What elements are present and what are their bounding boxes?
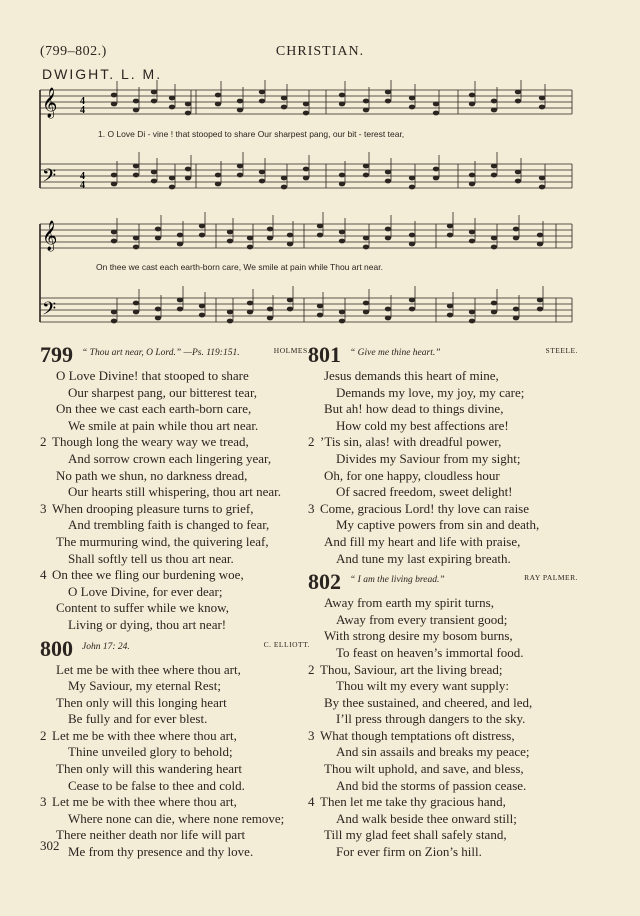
- verse-line: [308, 484, 578, 501]
- verse-number: 4: [40, 567, 47, 583]
- svg-text:4: 4: [80, 171, 85, 182]
- lyrics-line-1: 1. O Love Di - vine ! that stooped to share Our sharpest pang, our bit - terest tear,: [98, 129, 405, 139]
- verse-line: [308, 711, 578, 728]
- verse-text: Let me be with thee where thou art,: [56, 661, 241, 677]
- verse-line: [40, 451, 310, 468]
- bass-clef-icon: 𝄢: [42, 165, 57, 190]
- verse-line: [40, 434, 310, 451]
- verse-line: [40, 695, 310, 712]
- verse-text: Divides my Saviour from my sight;: [336, 450, 521, 466]
- music-score: [36, 80, 576, 336]
- verse-line: [308, 451, 578, 468]
- verse-text: To feast on heaven’s immortal food.: [336, 644, 524, 660]
- verse-line: [308, 418, 578, 435]
- verse-text: Thou wilt uphold, and save, and bless,: [324, 761, 524, 777]
- verse-text: My Saviour, my eternal Rest;: [68, 678, 221, 694]
- verse-line: [40, 728, 310, 745]
- verse-line: [40, 844, 310, 861]
- bass-clef-icon: 𝄢: [42, 298, 57, 323]
- hymn-header: [308, 569, 578, 595]
- verse-line: [40, 501, 310, 518]
- verse-line: [308, 778, 578, 795]
- verse-text: Then only will this longing heart: [56, 694, 227, 710]
- verse-text: Thou wilt my every want supply:: [336, 678, 509, 694]
- verse-text: And walk beside thee onward still;: [336, 810, 517, 826]
- verse-text: Till my glad feet shall safely stand,: [324, 827, 507, 843]
- verse-line: [308, 761, 578, 778]
- verse-line: [308, 534, 578, 551]
- verse-text: Me from thy presence and thy love.: [68, 844, 254, 860]
- verse-number: 2: [40, 727, 47, 743]
- verse-number: 2: [40, 434, 47, 450]
- verse-line: [40, 418, 310, 435]
- page-number: 302: [40, 838, 60, 853]
- verse-text: By thee sustained, and cheered, and led,: [324, 694, 533, 710]
- hymn-subtitle: “ I am the living bread.”: [350, 575, 445, 586]
- verse-text: Thou, Saviour, art the living bread;: [320, 661, 503, 677]
- verse-text: Shall softly tell us thou art near.: [68, 550, 234, 566]
- verse-text: No path we shun, no darkness dread,: [56, 467, 248, 483]
- verse-text: Come, gracious Lord! thy love can raise: [320, 500, 530, 516]
- verse-line: [308, 551, 578, 568]
- hymn-802: [308, 569, 578, 861]
- verse-line: [308, 517, 578, 534]
- verse-text: We smile at pain while thou art near.: [68, 417, 259, 433]
- verse-line: [40, 794, 310, 811]
- verse-text: And fill my heart and life with praise,: [324, 533, 521, 549]
- treble-clef-icon: 𝄞: [42, 221, 58, 250]
- verse-line: [40, 517, 310, 534]
- svg-text:4: 4: [80, 96, 85, 107]
- verse-line: [40, 744, 310, 761]
- verse-number: 4: [308, 794, 315, 810]
- verse-line: [308, 385, 578, 402]
- verse-line: [308, 368, 578, 385]
- verse-text: Let me be with thee where thou art,: [52, 727, 237, 743]
- verse-line: [308, 434, 578, 451]
- hymn-header: [40, 342, 310, 368]
- verse-line: [308, 612, 578, 629]
- hymn-subtitle: “ Give me thine heart.”: [350, 348, 441, 358]
- verse-line: [40, 468, 310, 485]
- hymn-author: C. ELLIOTT.: [263, 639, 310, 649]
- verse-line: [308, 662, 578, 679]
- verse-line: [308, 678, 578, 695]
- verse-line: [308, 595, 578, 612]
- music-notes: [111, 80, 545, 323]
- section-title: CHRISTIAN.: [275, 44, 365, 59]
- hymn-number: 801: [308, 342, 341, 367]
- verse-line: [40, 534, 310, 551]
- verse-text: And bid the storms of passion cease.: [336, 777, 527, 793]
- verse-line: [308, 628, 578, 645]
- verse-text: Away from every transient good;: [336, 611, 508, 627]
- verse-text: But ah! how dead to things divine,: [324, 401, 504, 417]
- hymn-number: 799: [40, 342, 73, 367]
- hymn-header: [40, 636, 310, 662]
- hymn-author: RAY PALMER.: [524, 573, 578, 583]
- verse-text: What though temptations oft distress,: [320, 727, 515, 743]
- verse-line: [308, 468, 578, 485]
- treble-clef-icon: 𝄞: [42, 88, 58, 117]
- verse-text: Content to suffer while we know,: [56, 600, 229, 616]
- verse-number: 3: [308, 727, 315, 743]
- hymn-author: STEELE.: [545, 346, 578, 355]
- verse-line: [40, 401, 310, 418]
- verse-text: Oh, for one happy, cloudless hour: [324, 467, 500, 483]
- verse-text: Jesus demands this heart of mine,: [324, 368, 499, 383]
- verse-text: O Love Divine, for ever dear;: [68, 583, 223, 599]
- verse-line: [40, 484, 310, 501]
- hymn-799: [40, 342, 310, 634]
- verse-line: [308, 744, 578, 761]
- verse-line: [308, 645, 578, 662]
- staff-lines: [40, 90, 572, 322]
- verse-line: [40, 778, 310, 795]
- verse-text: ’Tis sin, alas! with dreadful power,: [320, 434, 502, 450]
- hymn-subtitle: John 17: 24.: [82, 641, 130, 652]
- verse-text: Let me be with thee where thou art,: [52, 794, 237, 810]
- verse-text: On thee we fling our burdening woe,: [52, 567, 244, 583]
- verse-text: Then only will this wandering heart: [56, 761, 242, 777]
- verse-number: 3: [308, 500, 315, 516]
- verse-line: [40, 811, 310, 828]
- verse-line: [308, 811, 578, 828]
- verse-text: Cease to be false to thee and cold.: [68, 777, 245, 793]
- verse-text: On thee we cast each earth-born care,: [56, 401, 252, 417]
- verse-text: With strong desire my bosom burns,: [324, 628, 513, 644]
- verse-text: And sin assails and breaks my peace;: [336, 744, 530, 760]
- svg-text:4: 4: [80, 180, 85, 191]
- hymn-range: (799–802.): [40, 44, 107, 59]
- verse-line: [40, 662, 310, 679]
- hymn-800: [40, 636, 310, 861]
- svg-text:4: 4: [80, 105, 85, 116]
- hymn-number: 802: [308, 569, 341, 595]
- verse-line: [40, 617, 310, 634]
- verse-line: [40, 600, 310, 617]
- verse-line: [308, 728, 578, 745]
- tune-name: DWIGHT. L. M.: [42, 66, 163, 82]
- left-column: [40, 342, 310, 863]
- verse-text: Of sacred freedom, sweet delight!: [336, 484, 513, 500]
- verse-text: O Love Divine! that stooped to share: [56, 368, 249, 383]
- verse-number: 3: [40, 500, 47, 516]
- right-column: [308, 342, 578, 863]
- verse-line: [40, 711, 310, 728]
- verse-line: [308, 401, 578, 418]
- verse-line: [40, 368, 310, 385]
- verse-text: Then let me take thy gracious hand,: [320, 794, 506, 810]
- verse-text: And sorrow crown each lingering year,: [68, 450, 272, 466]
- verse-line: [308, 827, 578, 844]
- verse-line: [40, 584, 310, 601]
- verse-number: 2: [308, 661, 315, 677]
- hymn-header: [308, 342, 578, 368]
- verse-line: [308, 844, 578, 861]
- verse-text: Where none can die, where none remove;: [68, 810, 285, 826]
- verse-text: Though long the weary way we tread,: [52, 434, 249, 450]
- lyrics-line-2: On thee we cast each earth-born care, We smile at pain while Thou art near.: [96, 262, 383, 272]
- verse-text: When drooping pleasure turns to grief,: [52, 500, 254, 516]
- hymn-number: 800: [40, 635, 73, 661]
- verse-line: [40, 827, 310, 844]
- verse-text: Living or dying, thou art near!: [68, 616, 227, 632]
- verse-text: How cold my best affections are!: [336, 417, 509, 433]
- verse-number: 3: [40, 794, 47, 810]
- verse-text: And tune my last expiring breath.: [336, 550, 511, 566]
- verse-text: The murmuring wind, the quivering leaf,: [56, 533, 269, 549]
- verse-line: [308, 501, 578, 518]
- verse-text: For ever firm on Zion’s hill.: [336, 844, 482, 860]
- verse-line: [308, 794, 578, 811]
- verse-line: [40, 567, 310, 584]
- verse-text: Demands my love, my joy, my care;: [336, 384, 525, 400]
- verse-line: [40, 761, 310, 778]
- verse-number: 2: [308, 434, 315, 450]
- verse-line: [40, 551, 310, 568]
- verse-text: My captive powers from sin and death,: [336, 517, 540, 533]
- verse-line: [40, 678, 310, 695]
- verse-text: Thine unveiled glory to behold;: [68, 744, 233, 760]
- verse-line: [40, 385, 310, 402]
- hymn-subtitle: “ Thou art near, O Lord.” —Ps. 119:151.: [82, 348, 240, 358]
- verse-text: Our sharpest pang, our bitterest tear,: [68, 384, 258, 400]
- verse-text: There neither death nor life will part: [56, 827, 246, 843]
- verse-text: And trembling faith is changed to fear,: [68, 517, 270, 533]
- hymn-801: [308, 342, 578, 567]
- verse-text: I’ll press through dangers to the sky.: [336, 711, 526, 727]
- hymn-author: HOLMES.: [273, 346, 310, 355]
- verse-text: Away from earth my spirit turns,: [324, 595, 494, 611]
- verse-line: [308, 695, 578, 712]
- verse-text: Be fully and for ever blest.: [68, 711, 208, 727]
- verse-text: Our hearts still whispering, thou art near.: [68, 484, 282, 500]
